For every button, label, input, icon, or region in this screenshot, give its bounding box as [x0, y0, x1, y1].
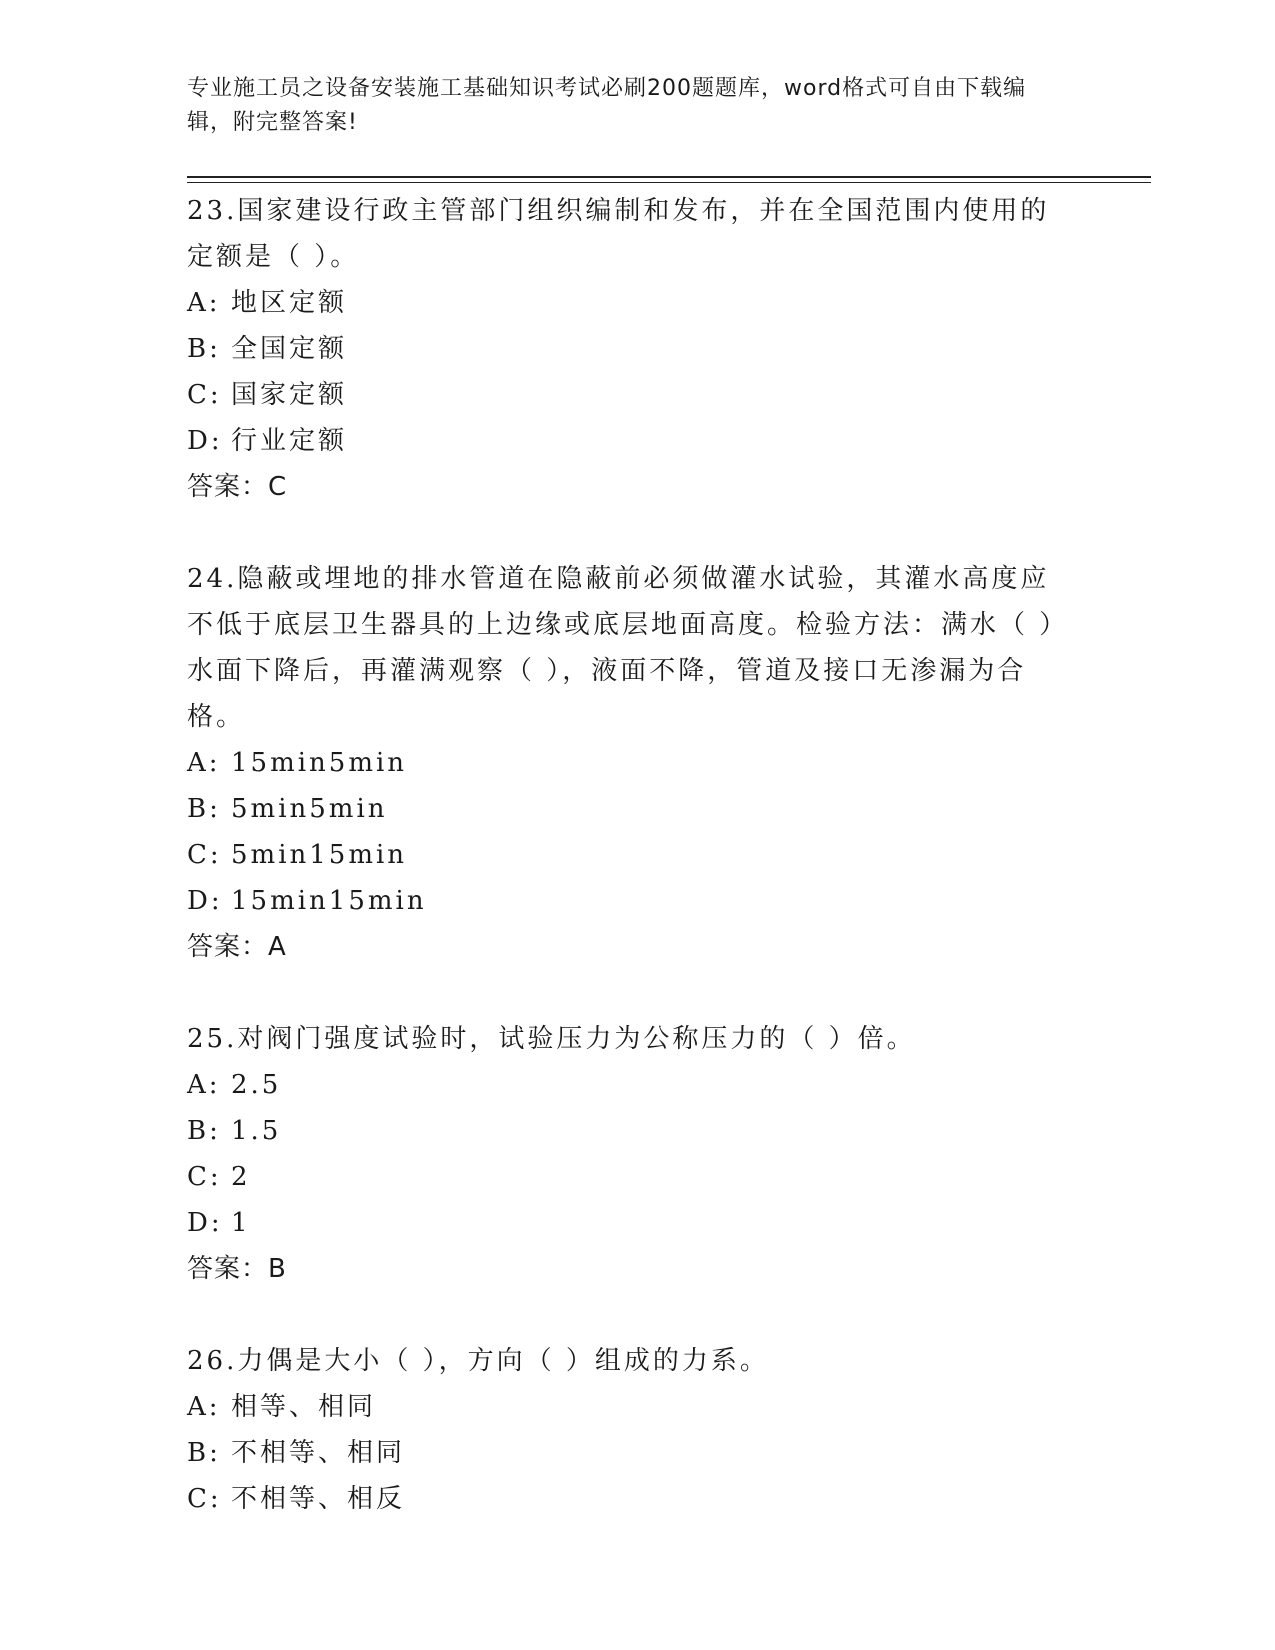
answer-line: 答案：A: [187, 932, 287, 962]
document-header-title: 专业施工员之设备安装施工基础知识考试必刷200题题库，word格式可自由下载编辑，附完整答案!: [187, 76, 1027, 135]
option-b: [187, 786, 1077, 832]
option-letter: D:: [187, 886, 223, 916]
option-text: 相等、相同: [231, 1392, 377, 1422]
option-c: [187, 372, 1077, 418]
option-d: [187, 878, 1077, 924]
question-23: [187, 188, 1077, 510]
option-text: 2: [231, 1162, 251, 1192]
option-text: 1.5: [231, 1116, 282, 1146]
option-text: 不相等、相反: [231, 1484, 406, 1514]
option-text: 15min5min: [231, 748, 408, 778]
option-text: 15min15min: [231, 886, 427, 916]
option-letter: B:: [187, 794, 221, 824]
answer-line: 答案：C: [187, 472, 288, 502]
option-b: [187, 1108, 1077, 1154]
option-letter: B:: [187, 334, 221, 364]
option-letter: C:: [187, 1162, 222, 1192]
option-letter: C:: [187, 840, 222, 870]
option-text: 5min15min: [231, 840, 408, 870]
question-stem: 26.力偶是大小（ ），方向（ ）组成的力系。: [187, 1346, 769, 1376]
option-c: [187, 1154, 1077, 1200]
option-text: 1: [231, 1208, 251, 1238]
option-text: 5min5min: [231, 794, 388, 824]
option-letter: A:: [187, 1392, 221, 1422]
option-b: [187, 1430, 1077, 1476]
option-letter: A:: [187, 1070, 221, 1100]
option-text: 行业定额: [231, 426, 348, 456]
answer-line: 答案：B: [187, 1254, 287, 1284]
option-a: [187, 1384, 1077, 1430]
question-stem: 24.隐蔽或埋地的排水管道在隐蔽前必须做灌水试验，其灌水高度应不低于底层卫生器具的上边缘或底层地面高度。检验方法：满水（ ）水面下降后，再灌满观察（ ），液面不降，管道及接口无渗漏为合格。: [187, 564, 1069, 732]
option-letter: D:: [187, 426, 223, 456]
option-letter: D:: [187, 1208, 223, 1238]
question-list: [187, 188, 1077, 1568]
option-c: [187, 1476, 1077, 1522]
option-letter: B:: [187, 1438, 221, 1468]
option-text: 2.5: [231, 1070, 282, 1100]
option-letter: C:: [187, 380, 222, 410]
question-stem: 25.对阀门强度试验时，试验压力为公称压力的（ ）倍。: [187, 1024, 916, 1054]
option-b: [187, 326, 1077, 372]
option-text: 国家定额: [231, 380, 348, 410]
option-a: [187, 740, 1077, 786]
option-c: [187, 832, 1077, 878]
option-letter: C:: [187, 1484, 222, 1514]
option-letter: B:: [187, 1116, 221, 1146]
question-26: [187, 1338, 1077, 1522]
header-divider-thick: [187, 176, 1151, 178]
option-letter: A:: [187, 288, 221, 318]
question-25: [187, 1016, 1077, 1292]
option-d: [187, 1200, 1077, 1246]
question-stem: 23.国家建设行政主管部门组织编制和发布，并在全国范围内使用的定额是（ ）。: [187, 196, 1050, 272]
option-text: 不相等、相同: [231, 1438, 406, 1468]
option-a: [187, 280, 1077, 326]
option-d: [187, 418, 1077, 464]
option-a: [187, 1062, 1077, 1108]
option-letter: A:: [187, 748, 221, 778]
question-24: [187, 556, 1077, 970]
option-text: 全国定额: [231, 334, 348, 364]
option-text: 地区定额: [231, 288, 348, 318]
header-divider-thin: [187, 182, 1151, 183]
